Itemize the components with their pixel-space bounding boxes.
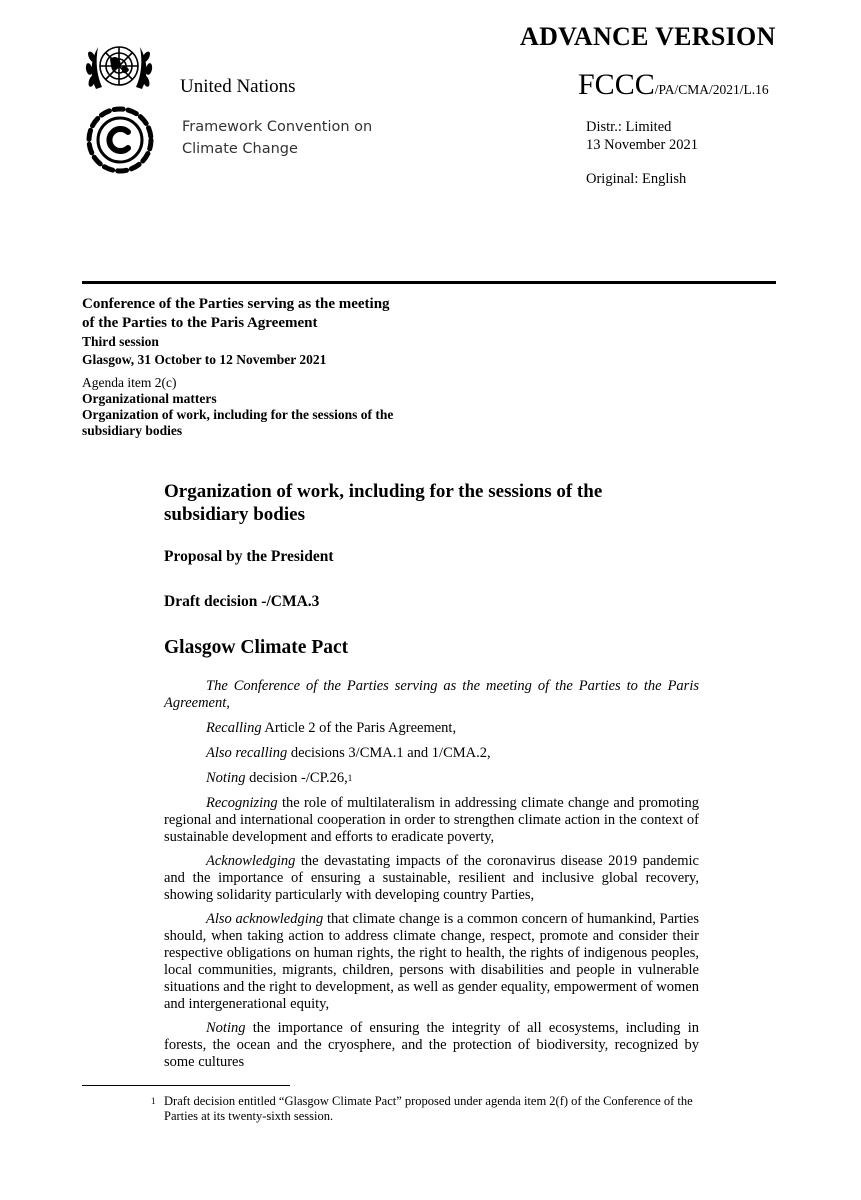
org-name: United Nations	[180, 76, 296, 97]
unfccc-logo-icon	[80, 104, 160, 181]
preamble-paragraph: Noting the importance of ensuring the integrity of all ecosystems, including in forests, the ocean and the cryosphere, and the protection of biodiversity, recognized by some cultures	[164, 1020, 699, 1070]
paragraph-lead: The Conference of the Parties serving as the meeting of the Parties to the Paris Agreement,	[164, 678, 699, 711]
agenda-title-1: Organizational matters	[82, 391, 217, 406]
conference-block	[82, 295, 502, 369]
agenda-title-2: Organization of work, including for the sessions of the	[82, 407, 394, 422]
preamble-paragraph: Noting decision -/CP.26,$^1$	[206, 770, 353, 786]
paragraph-lead: Acknowledging	[206, 853, 296, 869]
distribution: Distr.: Limited	[586, 119, 672, 135]
footnote-mark: 1	[151, 1096, 156, 1106]
agenda-item: Agenda item 2(c)	[82, 375, 177, 390]
convention-line-2: Climate Change	[182, 141, 298, 157]
document-date: 13 November 2021	[586, 137, 698, 153]
paragraph-lead: Noting	[206, 770, 246, 786]
session: Third session	[82, 334, 159, 349]
convention-line-1: Framework Convention on	[182, 119, 373, 135]
preamble-paragraph: Also acknowledging that climate change is a common concern of humankind, Parties should, when taking action to address climate change, respect, promote and consider their respective obligations on human rights, the right to health, the rights of indigenous peoples, local communities, migrants, children, persons with disabilities and people in vulnerable situations and the right to development, as well as gender equality, empowerment of women and intergenerational equity,	[164, 911, 699, 1012]
preamble-paragraph	[164, 678, 699, 712]
symbol-suffix: /PA/CMA/2021/L.16	[654, 82, 769, 97]
distribution-block	[586, 118, 698, 154]
document-title: Organization of work, including for the sessions of the subsidiary bodies	[164, 481, 603, 525]
place-dates: Glasgow, 31 October to 12 November 2021	[82, 352, 327, 367]
un-emblem-icon	[80, 37, 158, 104]
footnote	[151, 1094, 699, 1124]
preamble-paragraph: Acknowledging the devastating impacts of the coronavirus disease 2019 pandemic and the importance of ensuring a sustainable, resilient and inclusive global recovery, showing solidarity particularly with developing country Parties,	[164, 853, 699, 903]
proposal-heading: Proposal by the President	[164, 548, 334, 565]
paragraph-lead: Noting	[206, 1020, 246, 1036]
conference-line-1: Conference of the Parties serving as the meeting	[82, 296, 390, 312]
agenda-title-3: subsidiary bodies	[82, 423, 183, 438]
document-symbol	[578, 68, 769, 102]
footnote-reference[interactable]: 1	[347, 773, 353, 783]
pact-title: Glasgow Climate Pact	[164, 637, 349, 658]
symbol-main: FCCC	[578, 68, 655, 101]
conference-line-2: of the Parties to the Paris Agreement	[82, 315, 318, 331]
paragraph-lead: Also recalling	[206, 745, 288, 761]
convention-name	[182, 116, 372, 160]
draft-decision-heading: Draft decision -/CMA.3	[164, 593, 320, 610]
footnote-text: Draft decision entitled “Glasgow Climate Pact” proposed under agenda item 2(f) of the Conference of the Parties at its twenty-sixth session.	[164, 1094, 693, 1123]
preamble-paragraph: Also recalling decisions 3/CMA.1 and 1/CMA.2,	[206, 745, 491, 761]
paragraph-lead: Also acknowledging	[206, 911, 324, 927]
paragraph-lead: Recognizing	[206, 795, 278, 811]
preamble-paragraph: Recognizing the role of multilateralism in addressing climate change and promoting regional and international cooperation in order to strengthen climate action in the context of sustainable development and efforts to eradicate poverty,	[164, 795, 699, 845]
agenda-block	[82, 375, 502, 439]
preamble-paragraph: Recalling Article 2 of the Paris Agreement,	[206, 720, 457, 736]
original-language: Original: English	[586, 171, 687, 187]
footnote-divider	[82, 1085, 290, 1086]
header-divider	[82, 281, 776, 284]
preamble-body	[164, 678, 699, 1078]
paragraph-lead: Recalling	[206, 720, 262, 736]
advance-version-label: ADVANCE VERSION	[520, 22, 776, 51]
